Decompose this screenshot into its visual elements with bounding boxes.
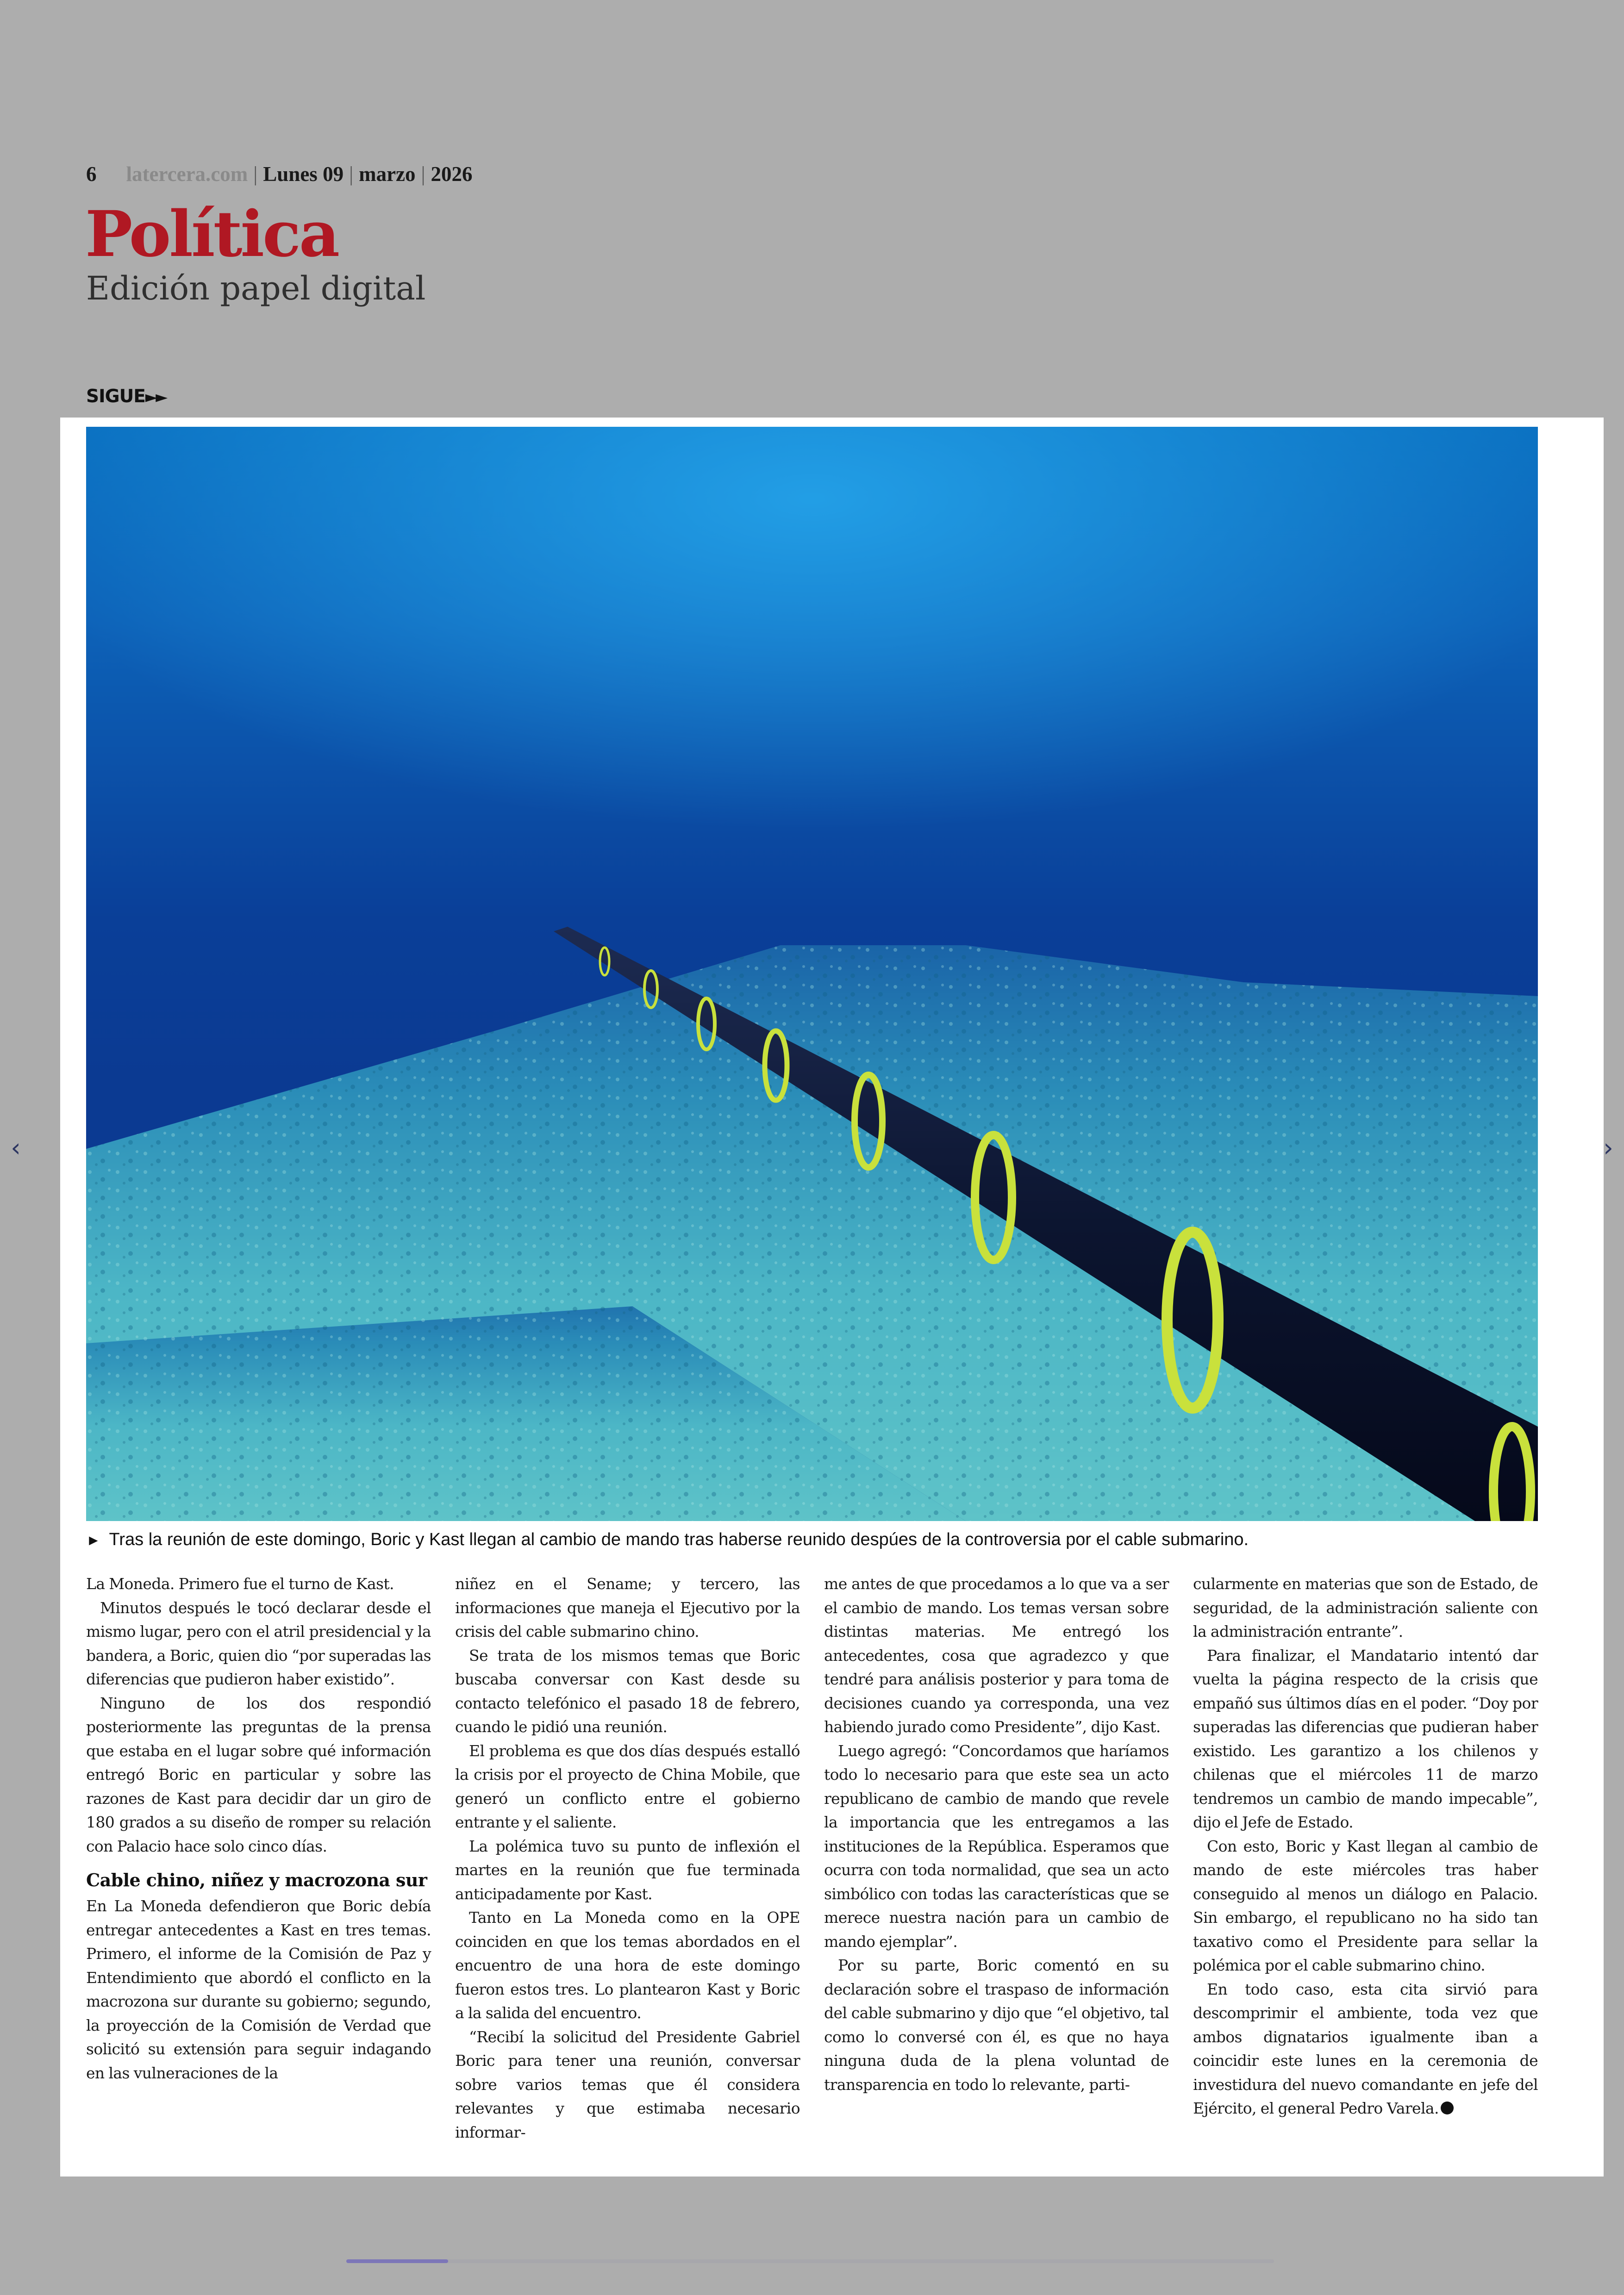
article-column-3 — [824, 1572, 1169, 2151]
issue-year: 2026 — [431, 162, 473, 186]
chevron-left-icon: ‹ — [11, 1133, 21, 1162]
paragraph-text: En todo caso, esta cita sirvió para descomprimir el ambiente, toda vez que ambos dignatarios igualmente iban a coincidir este lunes en la ceremonia de investidura del nuevo comandante en jefe del Ejército, el general Pedro Varela. — [1193, 1980, 1538, 2117]
section-title: Política — [85, 197, 338, 271]
paragraph: Ninguno de los dos respondió posteriormente las preguntas de la prensa que estaba en el lugar sobre qué información entregó Boric en particular y sobre las razones de Kast para decidir dar un giro de 180 grados a su diseño de romper su relación con Palacio hace solo cinco días. — [86, 1694, 431, 1855]
paragraph: cularmente en materias que son de Estado, de seguridad, de la administración saliente con la administración entrante”. — [1193, 1575, 1538, 1640]
paragraph: Por su parte, Boric comentó en su declaración sobre el traspaso de información del cable submarino y dijo que “el objetivo, tal como lo conversé con él, es que no haya ninguna duda de la plena voluntad de transparencia en todo lo relevante, parti- — [824, 1956, 1169, 2094]
meta-separator: | — [349, 162, 354, 186]
continues-label — [86, 386, 166, 407]
next-page-button[interactable] — [1599, 1129, 1618, 1166]
issue-meta — [86, 159, 473, 189]
page-number: 6 — [86, 162, 97, 186]
article-column-1 — [86, 1572, 431, 2151]
chevron-right-icon: › — [1603, 1133, 1613, 1162]
paragraph: Luego agregó: “Concordamos que haríamos todo lo necesario para que este sea un acto republicano de cambio de mando que revele la importancia que les entregamos a las instituciones de la República. Esperamos que ocurra con toda normalidad, que sea un acto simbólico con todas las características que se merece nuestra nación para un cambio de mando ejemplar”. — [824, 1741, 1169, 1951]
paragraph: El problema es que dos días después estalló la crisis por el proyecto de China Mobile, que generó un conflicto entre el gobierno entrante y el saliente. — [455, 1741, 800, 1831]
caption-marker-icon: ► — [86, 1532, 101, 1548]
paragraph: Para finalizar, el Mandatario intentó dar vuelta la página respecto de la crisis que empañó sus últimos días en el poder. “Doy por superadas las diferencias que pudieran haber existido. Les garantizo a los chilenos y chilenas que el miércoles 11 de marzo tendremos un cambio de mando impecable”, dijo el Jefe de Estado. — [1193, 1646, 1538, 1831]
page-progress-scrollbar[interactable] — [346, 2259, 1274, 2263]
site-name: latercera.com — [126, 162, 248, 186]
paragraph: Con esto, Boric y Kast llegan al cambio de mando de este miércoles tras haber conseguido al menos un diálogo en Palacio. Sin embargo, el republicano no ha sido tan taxativo como el Presidente para sellar la polémica por el cable submarino chino. — [1193, 1837, 1538, 1974]
paragraph: Tanto en La Moneda como en la OPE coinciden en que los temas abordados en el encuentro de una hora de este domingo fueron estos tres. Lo plantearon Kast y Boric a la salida del encuentro. — [455, 1908, 800, 2022]
newspaper-page — [60, 418, 1604, 2177]
issue-day: Lunes 09 — [263, 162, 344, 186]
page-progress-thumb[interactable] — [346, 2259, 448, 2263]
caption-text: Tras la reunión de este domingo, Boric y Kast llegan al cambio de mando tras haberse reunido despúes de la controversia por el cable submarino. — [109, 1530, 1249, 1549]
paragraph — [1193, 1977, 1538, 2120]
paragraph: La Moneda. Primero fue el turno de Kast. — [86, 1575, 394, 1593]
paragraph: La polémica tuvo su punto de inflexión el martes en la reunión que fue terminada anticipadamente por Kast. — [455, 1837, 800, 1903]
previous-page-button[interactable] — [6, 1129, 25, 1166]
paragraph: Se trata de los mismos temas que Boric buscaba conversar con Kast desde su contacto telefónico el pasado 18 de febrero, cuando le pidió una reunión. — [455, 1646, 800, 1736]
photo-caption — [86, 1526, 1568, 1554]
paragraph: En La Moneda defendieron que Boric debía entregar antecedentes a Kast en tres temas. Primero, el informe de la Comisión de Paz y Entendimiento que abordó el conflicto en la macrozona sur durante su gobierno; segundo, la proyección de la Comisión de Verdad que solicitó su extensión para seguir indagando en las vulneraciones de la — [86, 1897, 431, 2082]
meta-separator: | — [421, 162, 425, 186]
article-column-4 — [1193, 1572, 1538, 2151]
paragraph: Minutos después le tocó declarar desde el mismo lugar, pero con el atril presidencial y la bandera, a Boric, quien dio “por superadas las diferencias que pudieron haber existido”. — [86, 1598, 431, 1688]
article-subheading: Cable chino, niñez y macrozona sur — [86, 1870, 427, 1890]
issue-month: marzo — [359, 162, 416, 186]
paragraph: niñez en el Sename; y tercero, las informaciones que maneja el Ejecutivo por la crisis del cable submarino chino. — [455, 1575, 800, 1640]
double-arrow-right-icon: ►► — [145, 388, 166, 406]
paragraph: me antes de que procedamos a lo que va a ser el cambio de mando. Los temas versan sobre distintas materias. Me entregó los antecedentes, cosa que agradezco y que tendré para análisis posterior y para toma de decisiones cuando ya corresponda, una vez habiendo jurado como Presidente”, dijo Kast. — [824, 1575, 1169, 1736]
article-column-2 — [455, 1572, 800, 2151]
article-photo — [86, 427, 1538, 1521]
article-body — [86, 1572, 1538, 2151]
paragraph: “Recibí la solicitud del Presidente Gabriel Boric para tener una reunión, conversar sobre varios temas que él considera relevantes y que estimaba necesario informar- — [455, 2027, 800, 2141]
continues-text: SIGUE — [86, 386, 145, 407]
end-of-article-icon — [1441, 2102, 1454, 2114]
meta-separator: | — [253, 162, 258, 186]
edition-label: Edición papel digital — [86, 269, 426, 307]
